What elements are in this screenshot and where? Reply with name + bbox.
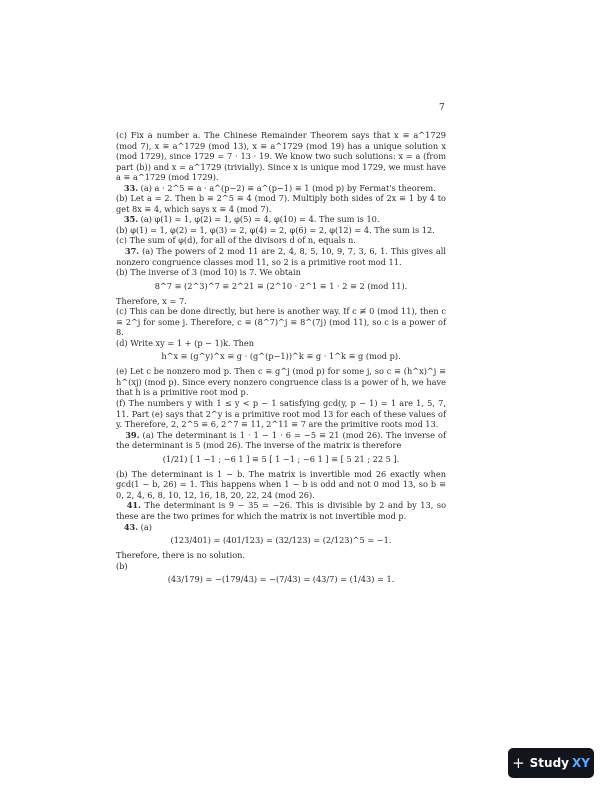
solutions-text: [116, 130, 446, 589]
equation-3: (1/21) [ 1 −1 ; −6 1 ] ≡ 5 [ 1 −1 ; −6 1 ] ≡ [ 5 21 ; 22 5 ].: [162, 453, 400, 464]
problem-number: 39.: [125, 429, 140, 440]
part-c-paragraph: (c) Fix a number a. The Chinese Remainder Theorem says that x ≡ a^1729 (mod 7), x ≡ a^1729 (mod 13), x ≡ a^1729 (mod 19) has a unique solution x (mod 1729), since 1729 = 7 · 13 · 19. We know two such solutions: x = a (from part (b)) and x = a^1729 (trivially). Since x is unique mod 1729, we must have a ≡ a^1729 (mod 1729).: [116, 130, 446, 183]
problem-43b: (b): [116, 560, 128, 571]
problem-43a: [116, 522, 446, 533]
therefore-line-2: Therefore, there is no solution.: [116, 550, 245, 561]
brand-accent: XY: [571, 756, 590, 770]
problem-37a: [116, 246, 446, 267]
problem-number: 35.: [123, 214, 139, 225]
problem-39b: (b) The determinant is 1 − b. The matrix is invertible mod 26 exactly when gcd(1 − b, 26) = 1. This happens when 1 − b is odd and not 0 mod 13, so b ≡ 0, 2, 4, 6, 8, 10, 12, 16, 18, 20, 22, 24 (mod 26).: [116, 468, 446, 500]
problem-text: (a) a · 2^5 ≡ a · a^(p−2) ≡ a^(p−1) ≡ 1 (mod p) by Fermat's theorem.: [140, 182, 436, 193]
problem-35a: [116, 214, 446, 225]
problem-37b: (b) The inverse of 3 (mod 10) is 7. We obtain: [116, 267, 301, 278]
equation-1: 8^7 ≡ (2^3)^7 ≡ 2^21 ≡ (2^10 · 2^1 ≡ 1 · 2 ≡ 2 (mod 11).: [154, 280, 408, 291]
problem-text: The determinant is 9 − 35 = −26. This is divisible by 2 and by 13, so these are the two primes for which the matrix is not invertible mod p.: [116, 500, 447, 521]
problem-35b: (b) φ(1) = 1, φ(2) = 1, φ(3) = 2, φ(4) = 2, φ(6) = 2, φ(12) = 4. The sum is 12.: [116, 224, 435, 235]
equation-4: (123/401) = (401/123) = (32/123) = (2/123)^5 = −1.: [170, 535, 392, 546]
problem-39a: [116, 430, 446, 451]
problem-part: (a): [140, 521, 152, 532]
problem-number: 37.: [124, 246, 140, 257]
problem-37e: (e) Let c be nonzero mod p. Then c ≡ g^j (mod p) for some j, so c ≡ (h^x)^j ≡ h^(xj) (mod p). Since every nonzero congruence class is a power of h, we have that h is a primitive root mod p.: [116, 366, 446, 398]
problem-41: [116, 500, 446, 521]
problem-text: (a) The powers of 2 mod 11 are 2, 4, 8, 5, 10, 9, 7, 3, 6, 1. This gives all nonzero congruence classes mod 11, so 2 is a primitive root mod 11.: [116, 246, 447, 267]
studyxy-watermark: [508, 748, 594, 778]
page-number: 7: [439, 103, 445, 113]
problem-number: 41.: [126, 500, 141, 511]
equation-2: h^x ≡ (g^y)^x ≡ g · (g^(p−1))^k ≡ g · 1^k ≡ g (mod p).: [161, 351, 401, 362]
plus-icon: +: [512, 754, 525, 772]
problem-number: 33.: [123, 182, 139, 193]
equation-5: (43/179) = −(179/43) = −(7/43) = (43/7) = (1/43) = 1.: [167, 574, 395, 585]
problem-37d: (d) Write xy = 1 + (p − 1)k. Then: [116, 337, 255, 348]
problem-37f: (f) The numbers y with 1 ≤ y < p − 1 satisfying gcd(y, p − 1) = 1 are 1, 5, 7, 11. Part (e) says that 2^y is a primitive root mod 13 for each of these values of y. Therefore, 2, 2^5 ≡ 6, 2^7 ≡ 11, 2^11 ≡ 7 are the primitive roots mod 13.: [116, 398, 446, 430]
problem-text: (a) φ(1) = 1, φ(2) = 1, φ(5) = 4, φ(10) = 4. The sum is 10.: [140, 214, 380, 225]
problem-37c: (c) This can be done directly, but here is another way. If c ≢ 0 (mod 11), then c ≡ 2^j for some j. Therefore, c ≡ (8^7)^j ≡ 8^(7j) (mod 11), so c is a power of 8.: [116, 306, 446, 338]
therefore-line: Therefore, x = 7.: [116, 295, 187, 306]
problem-33a: [116, 183, 446, 194]
problem-33b: (b) Let a = 2. Then b ≡ 2^5 ≡ 4 (mod 7). Multiply both sides of 2x ≡ 1 by 4 to get 8x ≡ 4, which says x ≡ 4 (mod 7).: [116, 193, 446, 214]
problem-number: 43.: [123, 521, 139, 532]
problem-text: (a) The determinant is 1 · 1 − 1 · 6 = −5 ≡ 21 (mod 26). The inverse of the determinant is 5 (mod 26). The inverse of the matrix is therefore: [116, 429, 447, 451]
brand-main: Study: [529, 756, 569, 770]
problem-35c: (c) The sum of φ(d), for all of the divisors d of n, equals n.: [116, 235, 356, 246]
